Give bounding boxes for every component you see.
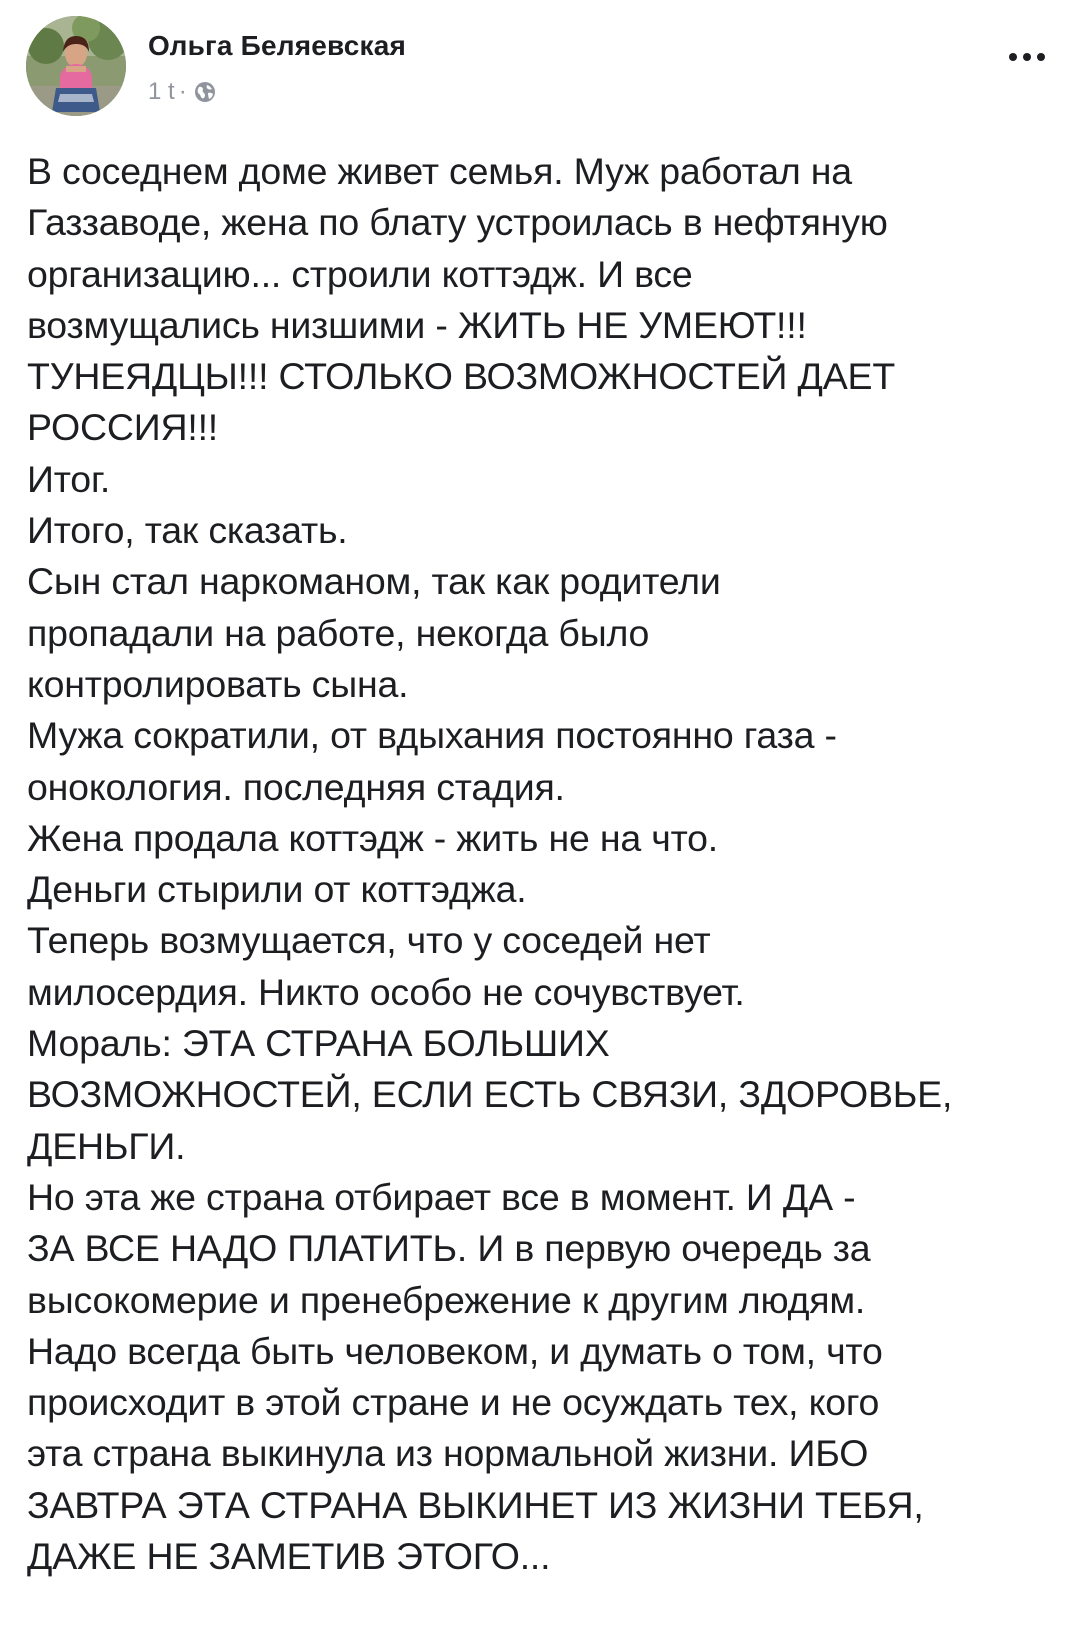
post-text-line: Но эта же страна отбирает все в момент. И ДА -: [27, 1175, 856, 1218]
post-text-line: контролировать сына.: [27, 662, 409, 705]
post-text-line: возмущались низшими - ЖИТЬ НЕ УМЕЮТ!!!: [27, 303, 807, 346]
post-text-line: ДЕНЬГИ.: [27, 1124, 186, 1167]
post-text-line: Деньги стырили от коттэджа.: [27, 868, 527, 911]
post-text-line: высокомерие и пренебрежение к другим людям.: [27, 1278, 866, 1321]
post-text-line: Сын стал наркоманом, так как родители: [27, 560, 721, 603]
profile-photo-icon: [26, 16, 126, 116]
post-body-text: [27, 146, 1057, 1582]
post-text-line: Теперь возмущается, что у соседей нет: [27, 919, 711, 962]
more-horizontal-icon: [1007, 52, 1047, 62]
post-text-line: ЗА ВСЕ НАДО ПЛАТИТЬ. И в первую очередь за: [27, 1227, 871, 1270]
post-text-line: Итого, так сказать.: [27, 509, 348, 552]
meta-separator: ·: [178, 78, 187, 105]
author-name[interactable]: Ольга Беляевская: [148, 30, 407, 61]
globe-icon: [193, 80, 217, 104]
post-text-line: Жена продала коттэдж - жить не на что.: [27, 816, 719, 859]
post-text-line: Газзаводе, жена по блату устроилась в нефтяную: [27, 201, 888, 244]
post-header: [26, 16, 1056, 116]
post-text-line: ДАЖЕ НЕ ЗАМЕТИВ ЭТОГО...: [27, 1535, 551, 1578]
post-text-line: В соседнем доме живет семья. Муж работал на: [27, 150, 852, 192]
avatar[interactable]: [26, 16, 126, 116]
post-text-line: Мужа сократили, от вдыхания постоянно газа -: [27, 714, 837, 757]
more-options-button[interactable]: [1002, 42, 1052, 72]
post-meta: [148, 76, 217, 108]
post-timestamp[interactable]: 1 t: [148, 78, 175, 105]
post-text-line: Мораль: ЭТА СТРАНА БОЛЬШИХ: [27, 1022, 610, 1065]
post-text-line: пропадали на работе, некогда было: [27, 611, 650, 654]
post-text-line: ВОЗМОЖНОСТЕЙ, ЕСЛИ ЕСТЬ СВЯЗИ, ЗДОРОВЬЕ,: [27, 1073, 953, 1116]
post-text-line: Надо всегда быть человеком, и думать о том, что: [27, 1329, 883, 1372]
post-text-line: происходит в этой стране и не осуждать тех, кого: [27, 1381, 880, 1424]
post-text-line: организацию... строили коттэдж. И все: [27, 252, 693, 295]
post-text-line: РОССИЯ!!!: [27, 406, 219, 449]
post-text-line: милосердия. Никто особо не сочувствует.: [27, 970, 745, 1013]
post-text-line: Итог.: [27, 457, 111, 500]
post-text-line: онокология. последняя стадия.: [27, 765, 565, 808]
post-text-line: ЗАВТРА ЭТА СТРАНА ВЫКИНЕТ ИЗ ЖИЗНИ ТЕБЯ,: [27, 1483, 924, 1526]
post-text-line: ТУНЕЯДЦЫ!!! СТОЛЬКО ВОЗМОЖНОСТЕЙ ДАЕТ: [27, 355, 896, 398]
post-text-line: эта страна выкинула из нормальной жизни. ИБО: [27, 1432, 869, 1475]
